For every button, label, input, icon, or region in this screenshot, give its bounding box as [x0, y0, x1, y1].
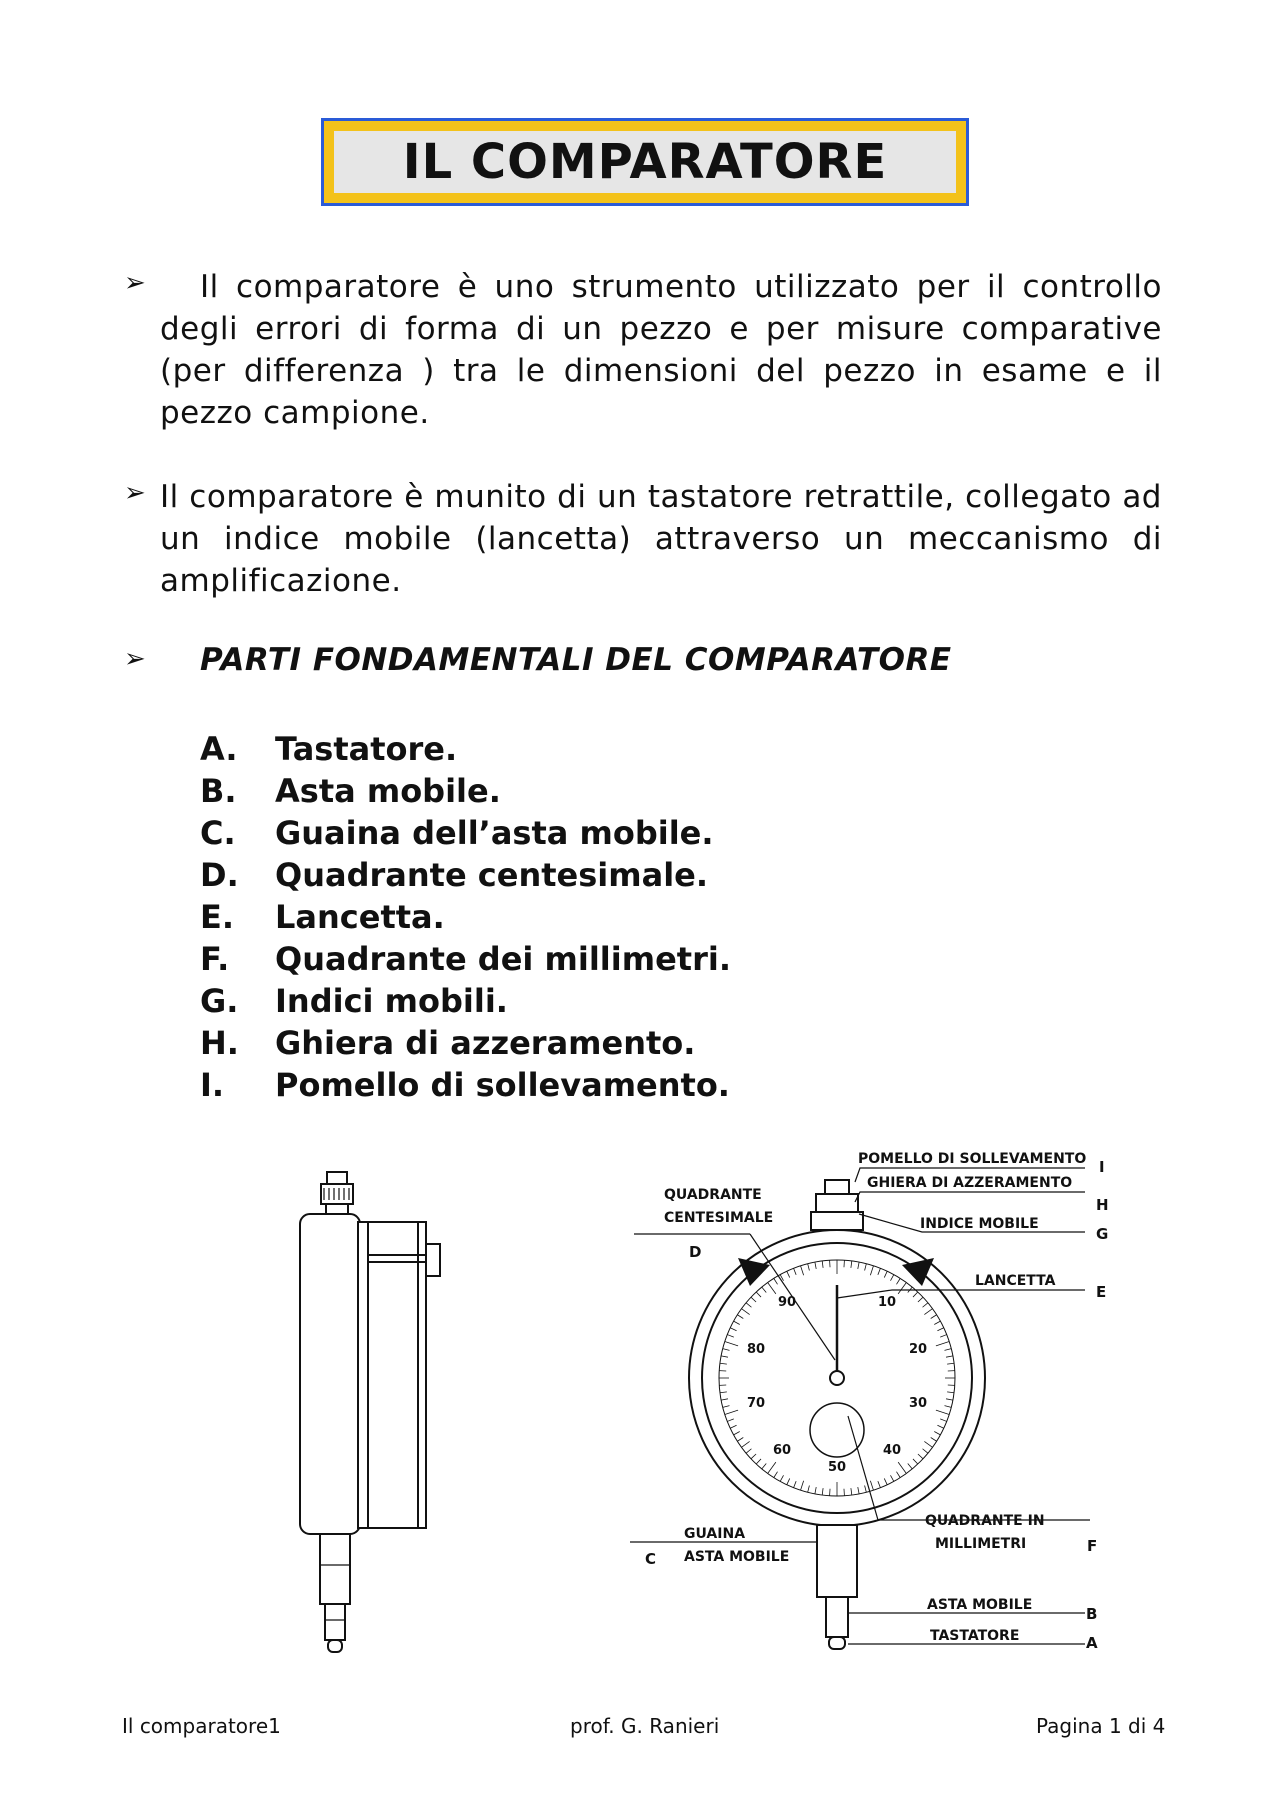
- footer-left: Il comparatore1: [122, 1714, 281, 1738]
- label-asta-mobile: ASTA MOBILE: [927, 1597, 1033, 1613]
- part-name: Quadrante centesimale.: [275, 856, 709, 894]
- part-name: Tastatore.: [275, 730, 458, 768]
- letter-c: C: [645, 1550, 657, 1568]
- letter-g: G: [1096, 1225, 1109, 1243]
- footer-center: prof. G. Ranieri: [570, 1714, 720, 1738]
- side-spindle: [325, 1604, 345, 1640]
- dial-number: 20: [908, 1342, 928, 1357]
- part-name: Asta mobile.: [275, 772, 501, 810]
- list-item: [200, 728, 731, 770]
- page-title: IL COMPARATORE: [334, 131, 956, 193]
- part-name: Lancetta.: [275, 898, 445, 936]
- dial-number: 10: [877, 1295, 897, 1310]
- section-heading: PARTI FONDAMENTALI DEL COMPARATORE: [200, 642, 952, 678]
- label-quadrante-centesimale-1: QUADRANTE: [664, 1187, 762, 1203]
- part-letter: H.: [200, 1024, 239, 1062]
- part-letter: G.: [200, 982, 239, 1020]
- list-item: [200, 1022, 731, 1064]
- comparator-front-view: [630, 1120, 1150, 1680]
- comparator-side-view: [280, 1160, 460, 1660]
- label-pomello: POMELLO DI SOLLEVAMENTO: [858, 1151, 1087, 1167]
- list-item: [200, 854, 731, 896]
- part-letter: A.: [200, 730, 238, 768]
- side-clip: [426, 1244, 440, 1276]
- side-knob-neck: [326, 1204, 348, 1214]
- list-item: [200, 770, 731, 812]
- dial-number: 50: [827, 1460, 847, 1475]
- part-name: Indici mobili.: [275, 982, 508, 1020]
- label-quadrante-mm-1: QUADRANTE IN: [925, 1513, 1045, 1529]
- spindle: [826, 1597, 848, 1637]
- probe-tip: [829, 1637, 845, 1649]
- letter-e: E: [1096, 1283, 1107, 1301]
- dial-number: 60: [772, 1443, 792, 1458]
- side-body-back: [300, 1214, 360, 1534]
- spindle-sleeve: [817, 1525, 857, 1597]
- letter-h: H: [1096, 1196, 1109, 1214]
- zero-ring: [816, 1194, 858, 1212]
- label-quadrante-centesimale-2: CENTESIMALE: [664, 1210, 774, 1226]
- part-name: Quadrante dei millimetri.: [275, 940, 731, 978]
- label-ghiera: GHIERA DI AZZERAMENTO: [867, 1175, 1073, 1191]
- dial-number: 70: [746, 1396, 766, 1411]
- list-item: [200, 938, 731, 980]
- label-quadrante-mm-2: MILLIMETRI: [935, 1536, 1027, 1552]
- label-lancetta: LANCETTA: [975, 1273, 1056, 1289]
- part-letter: C.: [200, 814, 236, 852]
- part-letter: E.: [200, 898, 235, 936]
- neck: [811, 1212, 863, 1230]
- part-name: Ghiera di azzeramento.: [275, 1024, 696, 1062]
- dial-number: 90: [777, 1295, 797, 1310]
- label-tastatore: TASTATORE: [930, 1628, 1020, 1644]
- side-knob: [321, 1184, 353, 1204]
- title-box: [321, 118, 969, 206]
- label-guaina-1: GUAINA: [684, 1526, 746, 1542]
- letter-i: I: [1099, 1158, 1105, 1176]
- letter-f: F: [1087, 1537, 1098, 1555]
- side-tip: [328, 1640, 342, 1652]
- footer-right: Pagina 1 di 4: [1036, 1714, 1166, 1738]
- paragraph-intro: Il comparatore è uno strumento utilizzato per il controllo degli errori di forma di un pezzo e per misure comparative (per differenza ) tra le dimensioni del pezzo in esame e il pezzo campione.: [160, 269, 1162, 431]
- bullet-arrow-icon: ➢: [124, 644, 146, 674]
- side-knob-top: [327, 1172, 347, 1184]
- dial-outer: [689, 1230, 985, 1526]
- list-item: [200, 896, 731, 938]
- part-letter: F.: [200, 940, 230, 978]
- list-item: [200, 980, 731, 1022]
- bullet-arrow-icon: ➢: [124, 478, 146, 508]
- bullet-arrow-icon: ➢: [124, 268, 146, 298]
- letter-b: B: [1086, 1605, 1098, 1623]
- list-item: [200, 812, 731, 854]
- part-name: Guaina dell’asta mobile.: [275, 814, 714, 852]
- letter-a: A: [1086, 1634, 1098, 1652]
- part-name: Pomello di sollevamento.: [275, 1066, 730, 1104]
- side-bezel: [368, 1222, 418, 1528]
- side-sleeve: [320, 1534, 350, 1604]
- part-letter: I.: [200, 1066, 225, 1104]
- part-letter: B.: [200, 772, 237, 810]
- lifting-knob: [825, 1180, 849, 1194]
- label-indice-mobile: INDICE MOBILE: [920, 1216, 1039, 1232]
- part-letter: D.: [200, 856, 239, 894]
- dial-number: 30: [908, 1396, 928, 1411]
- dial-number: 40: [882, 1443, 902, 1458]
- paragraph-description: Il comparatore è munito di un tastatore retrattile, collegato ad un indice mobile (lancetta) attraverso un meccanismo di amplificazione.: [160, 479, 1162, 599]
- dial-number: 80: [746, 1342, 766, 1357]
- parts-list: [200, 728, 731, 1106]
- label-guaina-2: ASTA MOBILE: [684, 1549, 790, 1565]
- list-item: [200, 1064, 731, 1106]
- letter-d: D: [689, 1243, 702, 1261]
